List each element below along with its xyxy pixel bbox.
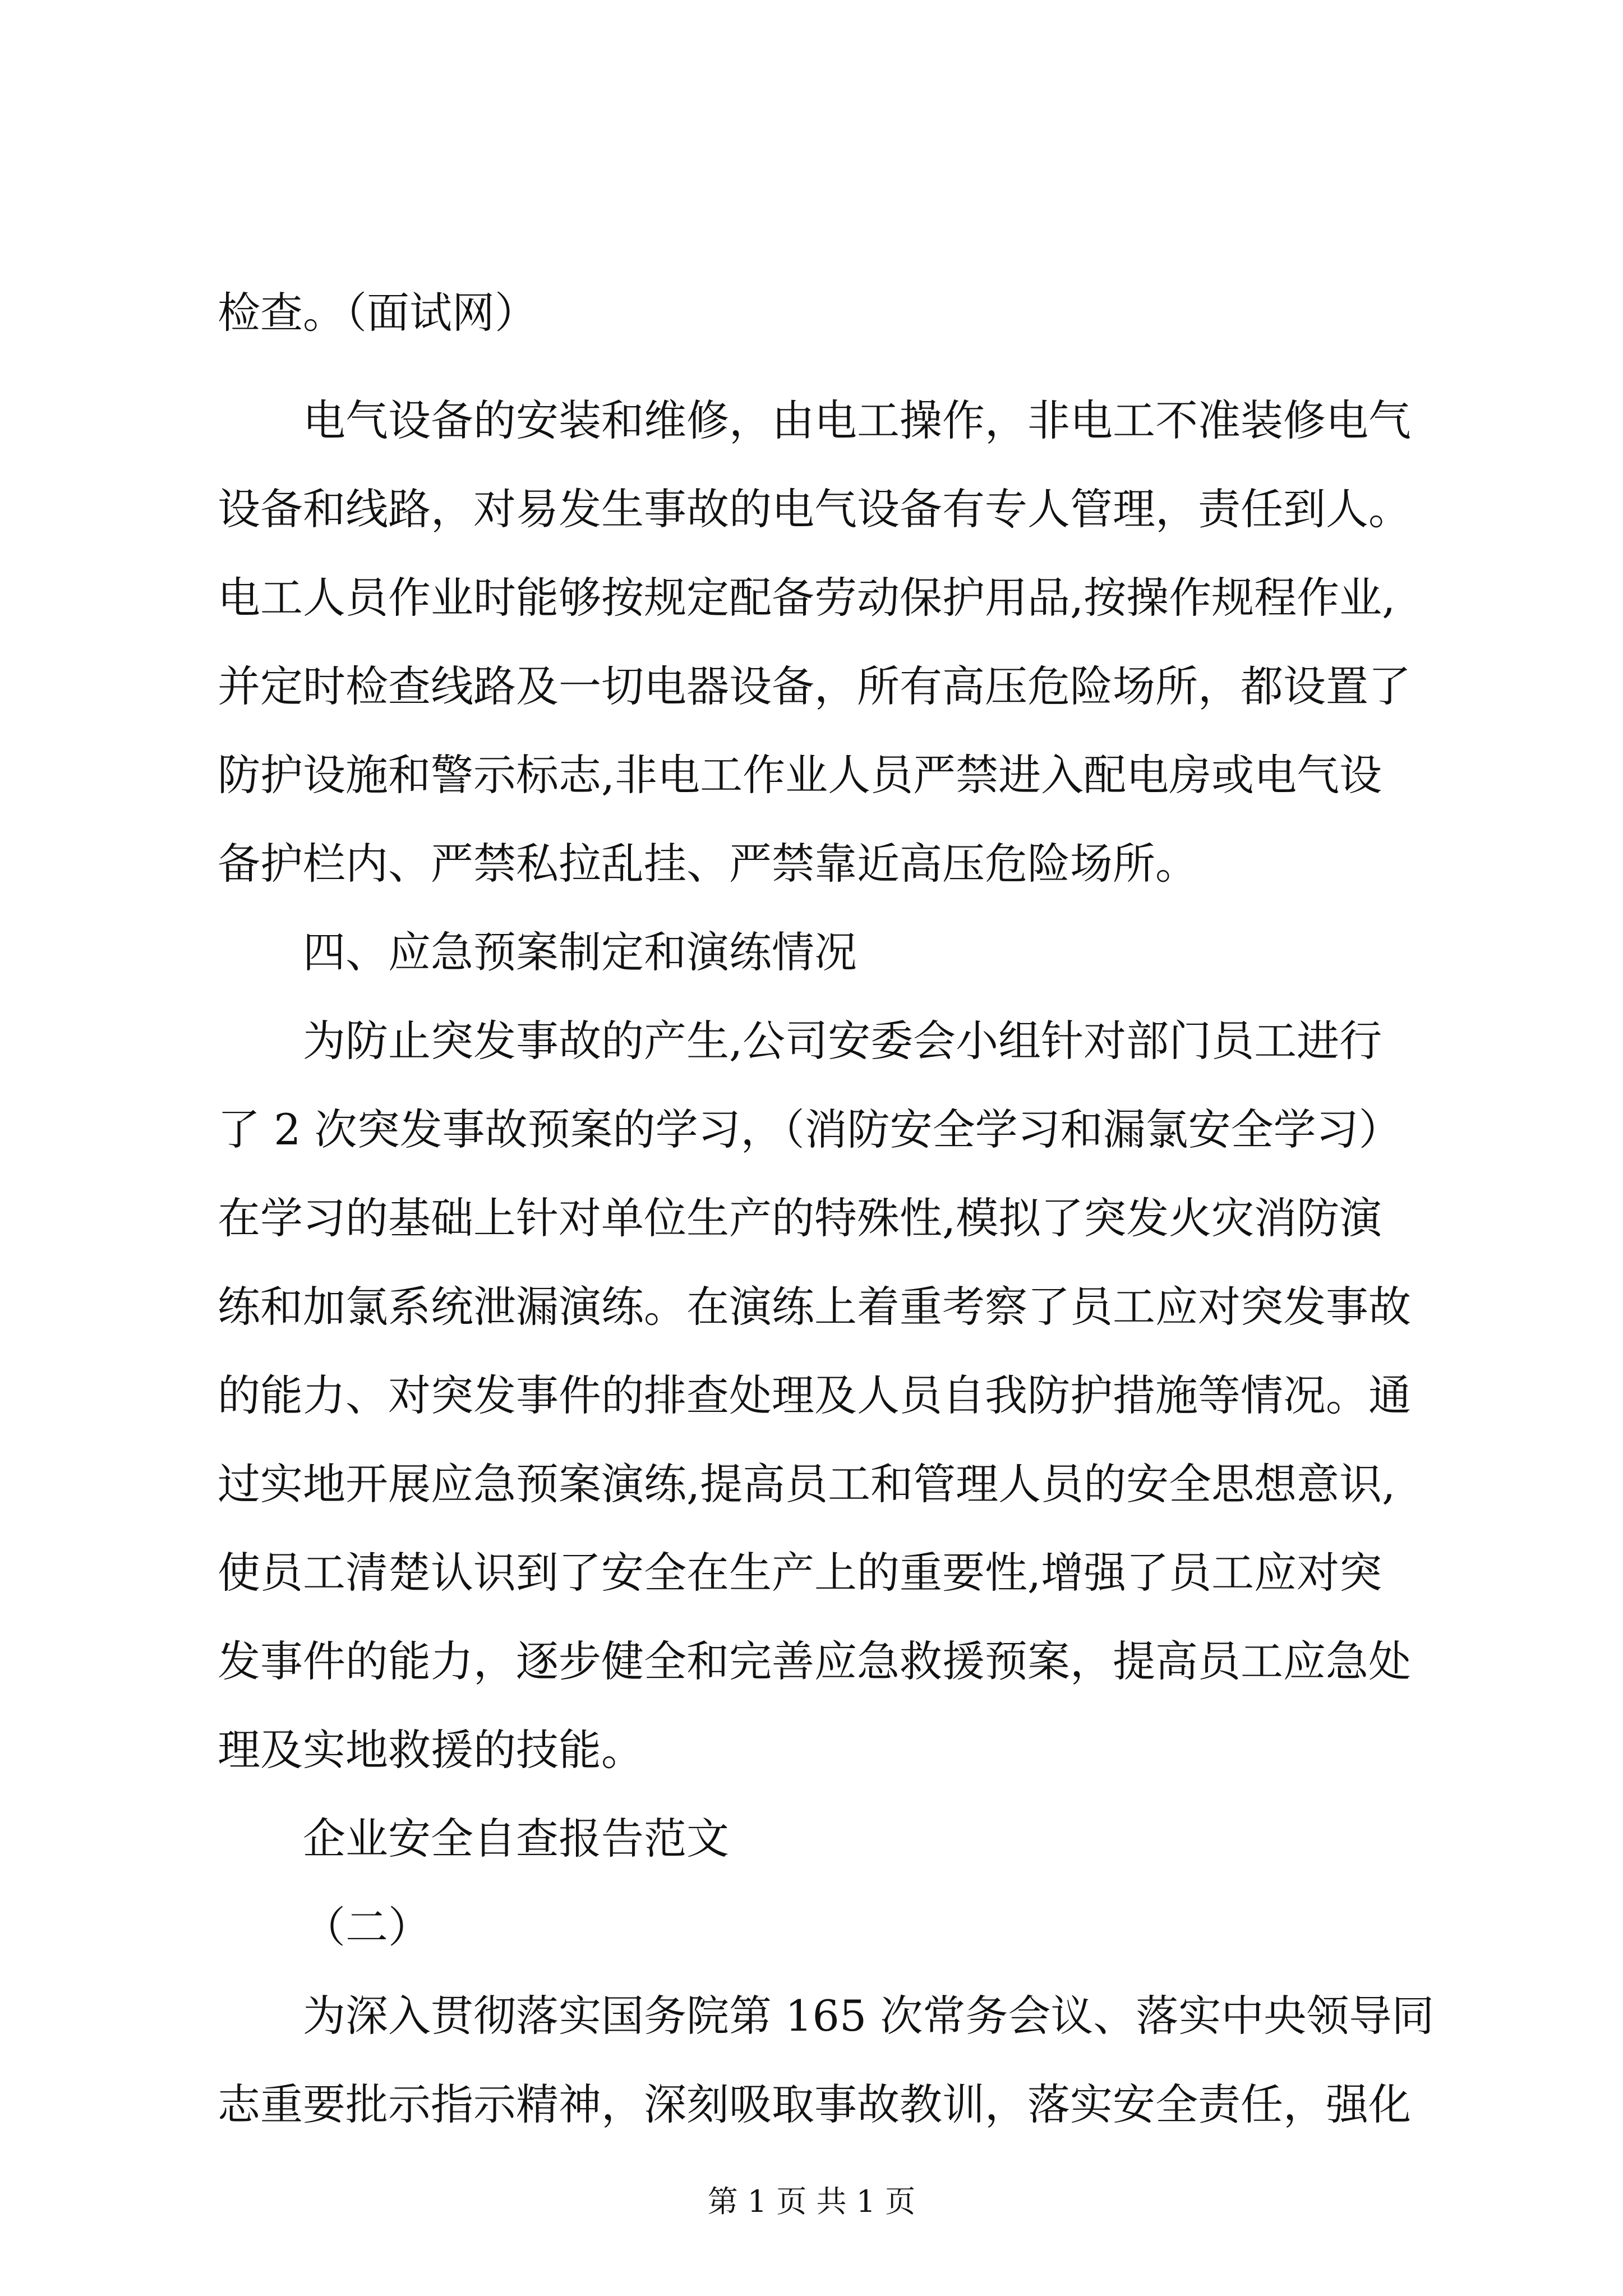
paragraph-line: 使员工清楚认识到了安全在生产上的重要性,增强了员工应对突 [218,1548,1382,1598]
paragraph-line: 并定时检查线路及一切电器设备，所有高压危险场所，都设置了 [218,661,1411,711]
paragraph-line: 为防止突发事故的产生,公司安委会小组针对部门员工进行 [303,1016,1382,1066]
paragraph-line: 防护设施和警示标志,非电工作业人员严禁进入配电房或电气设 [218,750,1382,800]
paragraph-line: 备护栏内、严禁私拉乱挂、严禁靠近高压危险场所。 [218,839,1198,889]
paragraph-line: 理及实地救援的技能。 [218,1725,644,1775]
paragraph-line: 练和加氯系统泄漏演练。在演练上着重考察了员工应对突发事故 [218,1282,1411,1332]
paragraph-line: 检查。（面试网） [218,288,537,338]
paragraph-line: 志重要批示指示精神，深刻吸取事故教训，落实安全责任，强化 [218,2079,1411,2129]
paragraph-line: 电工人员作业时能够按规定配备劳动保护用品,按操作规程作业, [218,573,1396,623]
paragraph-line: 发事件的能力，逐步健全和完善应急救援预案，提高员工应急处 [218,1636,1411,1686]
paragraph-line: 在学习的基础上针对单位生产的特殊性,模拟了突发火灾消防演 [218,1193,1382,1243]
section-heading: 企业安全自查报告范文 [303,1814,729,1864]
section-subheading: （二） [303,1902,431,1952]
paragraph-line: 了 2 次突发事故预案的学习，（消防安全学习和漏氯安全学习） [218,1105,1401,1154]
paragraph-line: 过实地开展应急预案演练,提高员工和管理人员的安全思想意识, [218,1459,1396,1509]
paragraph-line: 设备和线路，对易发生事故的电气设备有专人管理，责任到人。 [218,484,1411,534]
page-number: 第 1 页 共 1 页 [707,2184,916,2219]
paragraph-line: 为深入贯彻落实国务院第 165 次常务会议、落实中央领导同 [303,1991,1435,2041]
section-heading: 四、应急预案制定和演练情况 [303,927,857,977]
paragraph-line: 的能力、对突发事件的排查处理及人员自我防护措施等情况。通 [218,1370,1411,1420]
paragraph-line: 电气设备的安装和维修，由电工操作，非电工不准装修电气 [303,395,1411,445]
